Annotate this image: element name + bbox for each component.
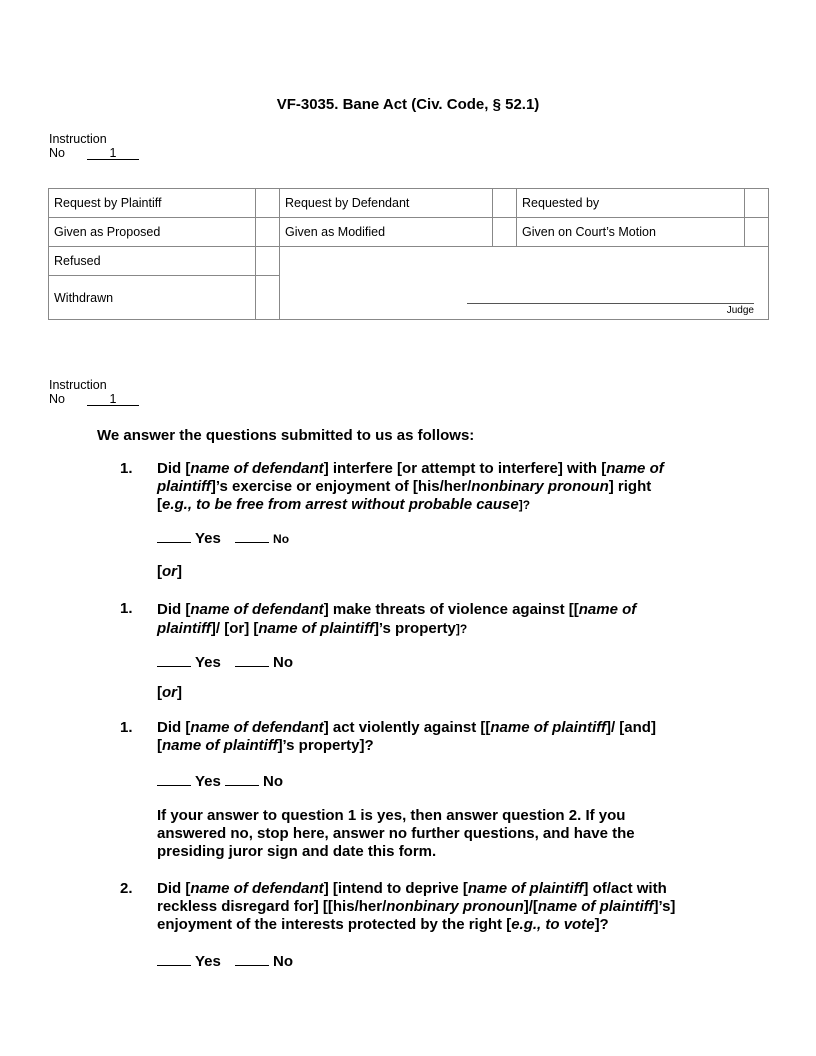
instruction-label: Instruction	[49, 378, 107, 392]
text-segment: ]’s property]?	[277, 737, 374, 754]
no-blank[interactable]	[235, 951, 269, 966]
placeholder-text: name of plaintiff	[537, 898, 654, 915]
placeholder-text: name of defendant	[190, 460, 324, 477]
answer-options	[157, 771, 283, 791]
cell-requested-by: Requested by	[517, 189, 745, 218]
text-segment: [	[157, 737, 162, 754]
question-line	[157, 916, 675, 934]
checkbox-requested-by[interactable]	[745, 189, 769, 218]
placeholder-text: name of plaintiff	[490, 719, 606, 736]
text-segment: Did [	[157, 719, 191, 736]
no-label: No	[273, 654, 294, 671]
text-segment: ]?	[594, 916, 609, 933]
checkbox-request-defendant[interactable]	[493, 189, 517, 218]
note-line: If your answer to question 1 is yes, then answer question 2. If you	[157, 807, 626, 824]
answer-options	[157, 951, 293, 971]
or-separator: [or]	[157, 684, 182, 701]
placeholder-text: nonbinary pronoun	[471, 478, 609, 495]
placeholder-text: name of defendant	[190, 719, 324, 736]
checkbox-request-plaintiff[interactable]	[256, 189, 280, 218]
text-segment: ] act violently against [[	[323, 719, 491, 736]
text-segment: ]’s]	[653, 898, 676, 915]
cell-request-defendant: Request by Defendant	[280, 189, 493, 218]
note-line: presiding juror sign and date this form.	[157, 843, 437, 860]
question-number: 1.	[120, 719, 133, 736]
or-separator: [or]	[157, 563, 182, 580]
question-line	[157, 496, 664, 514]
judge-label: Judge	[726, 305, 754, 316]
note-line: answered no, stop here, answer no further questions, and have the	[157, 825, 635, 842]
text-segment: Did [	[157, 601, 191, 618]
checkbox-given-modified[interactable]	[493, 218, 517, 247]
answer-options	[157, 528, 289, 548]
yes-blank[interactable]	[157, 951, 191, 966]
placeholder-text: name of defendant	[190, 880, 324, 897]
text-segment: ] of/act with	[583, 880, 667, 897]
or-text: or	[162, 684, 177, 701]
no-label: No	[49, 392, 65, 406]
yes-label: Yes	[195, 654, 221, 671]
answer-options	[157, 652, 293, 672]
yes-blank[interactable]	[157, 652, 191, 667]
text-segment: ]’s exercise or enjoyment of [his/her/	[210, 478, 472, 495]
cell-given-proposed: Given as Proposed	[49, 218, 256, 247]
placeholder-text: e.g., to be free from arrest without probable cause	[162, 496, 519, 513]
placeholder-text: name of plaintiff	[258, 620, 374, 637]
judge-signature-line[interactable]	[467, 303, 754, 304]
instruction-number: 1	[87, 147, 139, 160]
cell-request-plaintiff: Request by Plaintiff	[49, 189, 256, 218]
instruction-number-block	[49, 132, 139, 160]
question-line	[157, 600, 636, 619]
question-line	[157, 719, 656, 737]
placeholder-text: name of	[578, 601, 637, 618]
text-segment: ]?	[518, 498, 531, 512]
text-segment: ] [intend to deprive [	[323, 880, 468, 897]
intro-text: We answer the questions submitted to us as follows:	[97, 427, 475, 444]
text-segment: ] interfere [or attempt to interfere] with [	[323, 460, 607, 477]
placeholder-text: name of	[606, 460, 664, 477]
question-line	[157, 460, 664, 478]
page-title: VF-3035. Bane Act (Civ. Code, § 52.1)	[276, 96, 540, 113]
judge-signature-area	[280, 247, 769, 320]
instruction-label: Instruction	[49, 132, 107, 146]
placeholder-text: name of plaintiff	[467, 880, 584, 897]
cell-withdrawn: Withdrawn	[49, 276, 256, 320]
text-segment: Did [	[157, 460, 191, 477]
question-number: 2.	[120, 880, 133, 897]
yes-blank[interactable]	[157, 528, 191, 543]
no-label: No	[273, 953, 294, 970]
no-blank[interactable]	[235, 528, 269, 543]
question-text	[157, 719, 656, 755]
question-line	[157, 898, 675, 916]
text-segment: ] make threats of violence against [[	[323, 601, 579, 618]
text-segment: [	[157, 496, 162, 513]
text-segment: Did [	[157, 880, 191, 897]
question-text	[157, 460, 664, 514]
no-label: No	[49, 146, 65, 160]
no-blank[interactable]	[235, 652, 269, 667]
text-segment: reckless disregard for] [[his/her/	[157, 898, 387, 915]
cell-given-court-motion: Given on Court’s Motion	[517, 218, 745, 247]
text-segment: ] right	[608, 478, 652, 495]
text-segment: ]/ [and]	[605, 719, 656, 736]
text-segment: ]/ [or] [	[210, 620, 259, 637]
instruction-note	[157, 807, 635, 861]
text-segment: ]/[	[523, 898, 538, 915]
or-text: or	[162, 563, 177, 580]
no-blank[interactable]	[225, 771, 259, 786]
question-number: 1.	[120, 460, 133, 477]
placeholder-text: name of plaintiff	[162, 737, 278, 754]
checkbox-given-court-motion[interactable]	[745, 218, 769, 247]
checkbox-refused[interactable]	[256, 247, 280, 276]
checkbox-given-proposed[interactable]	[256, 218, 280, 247]
question-line	[157, 619, 636, 639]
instruction-number: 1	[87, 393, 139, 406]
cell-refused: Refused	[49, 247, 256, 276]
request-table	[48, 188, 769, 320]
placeholder-text: plaintiff	[157, 620, 211, 637]
placeholder-text: name of defendant	[190, 601, 324, 618]
text-segment: ]?	[455, 622, 468, 636]
no-label: No	[273, 532, 290, 546]
question-number: 1.	[120, 600, 133, 617]
yes-blank[interactable]	[157, 771, 191, 786]
no-label: No	[263, 773, 284, 790]
question-line	[157, 737, 656, 755]
text-segment: ]’s property	[373, 620, 456, 637]
question-text	[157, 880, 675, 934]
placeholder-text: e.g., to vote	[511, 916, 595, 933]
text-segment: enjoyment of the interests protected by the right [	[157, 916, 512, 933]
question-text	[157, 600, 636, 639]
yes-label: Yes	[195, 530, 221, 547]
yes-label: Yes	[195, 953, 221, 970]
question-line	[157, 880, 675, 898]
yes-label: Yes	[195, 773, 221, 790]
question-line	[157, 478, 664, 496]
cell-given-modified: Given as Modified	[280, 218, 493, 247]
placeholder-text: nonbinary pronoun	[386, 898, 524, 915]
placeholder-text: plaintiff	[157, 478, 211, 495]
instruction-number-block-2	[49, 378, 139, 406]
checkbox-withdrawn[interactable]	[256, 276, 280, 320]
